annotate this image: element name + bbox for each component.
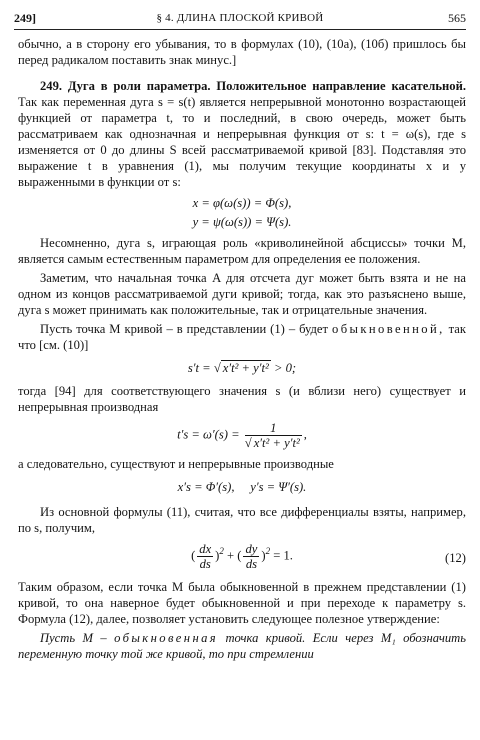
denominator: √ x′t² + y′t²	[244, 436, 300, 450]
formula-y: y = ψ(ω(s)) = Ψ(s).	[192, 215, 292, 229]
numerator: dx	[199, 542, 212, 556]
fraction-dy-ds	[243, 542, 259, 571]
page-number: 565	[448, 11, 466, 25]
formula-rhs: = 1.	[273, 548, 293, 563]
formula-t-derivative	[18, 421, 466, 450]
header-section-ref: 249]	[14, 11, 36, 25]
paragraph-derivative-exists: тогда [94] для соответствующего значения s (и вблизи него) существует и непрерывная производная	[18, 384, 466, 414]
equation-number: (12)	[445, 551, 466, 565]
section-249	[18, 78, 466, 190]
text-run: Пусть M –	[40, 631, 107, 645]
formula-lhs: t′s = ω′(s) =	[177, 427, 240, 442]
denominator: ds	[199, 557, 211, 571]
paragraph-ordinary-point	[18, 321, 466, 353]
spaced-term: обыкновенная	[114, 631, 219, 645]
text-run: Пусть точка M кривой – в представлении (1) – будет	[40, 322, 329, 336]
formula-x: x = φ(ω(s)) = Φ(s),	[192, 196, 292, 210]
paragraph-consequently: а следовательно, существуют и непрерывные производные	[18, 457, 334, 471]
formula-rhs: > 0;	[273, 361, 297, 375]
radicand: x′t² + y′t²	[222, 361, 269, 375]
radicand: x′t² + y′t²	[253, 436, 300, 450]
formula-xy-derivatives: x′s = Φ′(s), y′s = Ψ′(s).	[177, 480, 307, 494]
section-number: 249.	[40, 79, 63, 93]
fraction-dx-ds	[197, 542, 213, 571]
punctuation: ,	[303, 427, 307, 442]
header-chapter-title: § 4. ДЛИНА ПЛОСКОЙ КРИВОЙ	[156, 12, 324, 24]
numerator: 1	[245, 421, 302, 436]
denominator: ds	[245, 557, 258, 571]
section-text: Так как переменная дуга s = s(t) является непрерывной монотонно возрастающей функцией от параметра t, то и последний, в свою очередь, может быть рассматриваем как однозначная и непрерывная функция от s: t = ω(s), где s изменяется от 0 до длины S всей рассматриваемой кривой [83]. Подставляя это выражение t в уравнения (1), мы получим текущие координаты x и y выраженными в функции от s:	[18, 95, 466, 189]
header-rule	[14, 29, 466, 30]
paragraph-basic-formula: Из основной формулы (11), считая, что все дифференциалы взяты, например, по s, получим,	[18, 505, 466, 535]
text-run: точка кривой. Если через M₁ обозначить переменную точку той же кривой, то при стремлении	[18, 631, 466, 661]
paragraph-statement	[18, 630, 466, 662]
page-body	[18, 36, 466, 662]
formula-lhs: s′t =	[187, 361, 211, 375]
paragraph-natural-parameter: Несомненно, дуга s, играющая роль «криволинейной абсциссы» точки M, является самым естественным параметром для определения ее положения.	[18, 236, 466, 266]
paragraph-thus: Таким образом, если точка M была обыкновенной в прежнем представлении (1) кривой, то она наверное будет обыкновенной и при переходе к параметру s. Формула (12), далее, позволяет установить следующее полезное утверждение:	[18, 580, 466, 626]
numerator: dy	[245, 542, 258, 556]
formula-12: ( $\frac{dx}{ds}$ )$^2$ + ( $\frac{dy}{ds}$ )$^2$ = 1. (12)	[191, 542, 466, 571]
section-title: Дуга в роли параметра. Положительное направление касательной.	[67, 79, 466, 93]
spaced-term: обыкновенной,	[332, 322, 445, 336]
text-run: так что [см. (10)]	[18, 322, 466, 352]
running-header	[14, 10, 466, 26]
paragraph-starting-point: Заметим, что начальная точка A для отсчета дуг может быть взята и не на одном из концов рассматриваемой дуги кривой; тогда, как это разъяснено выше, дуга s может принимать как положительные, так и отрицательные значения.	[18, 271, 466, 317]
fraction	[245, 421, 302, 450]
paragraph-continued: обычно, а в сторону его убывания, то в формулах (10), (10а), (10б) пришлось бы перед радикалом поставить знак минус.]	[18, 37, 466, 67]
formula-s-derivative: s′t = √ x′t² + y′t² > 0;	[187, 361, 297, 375]
